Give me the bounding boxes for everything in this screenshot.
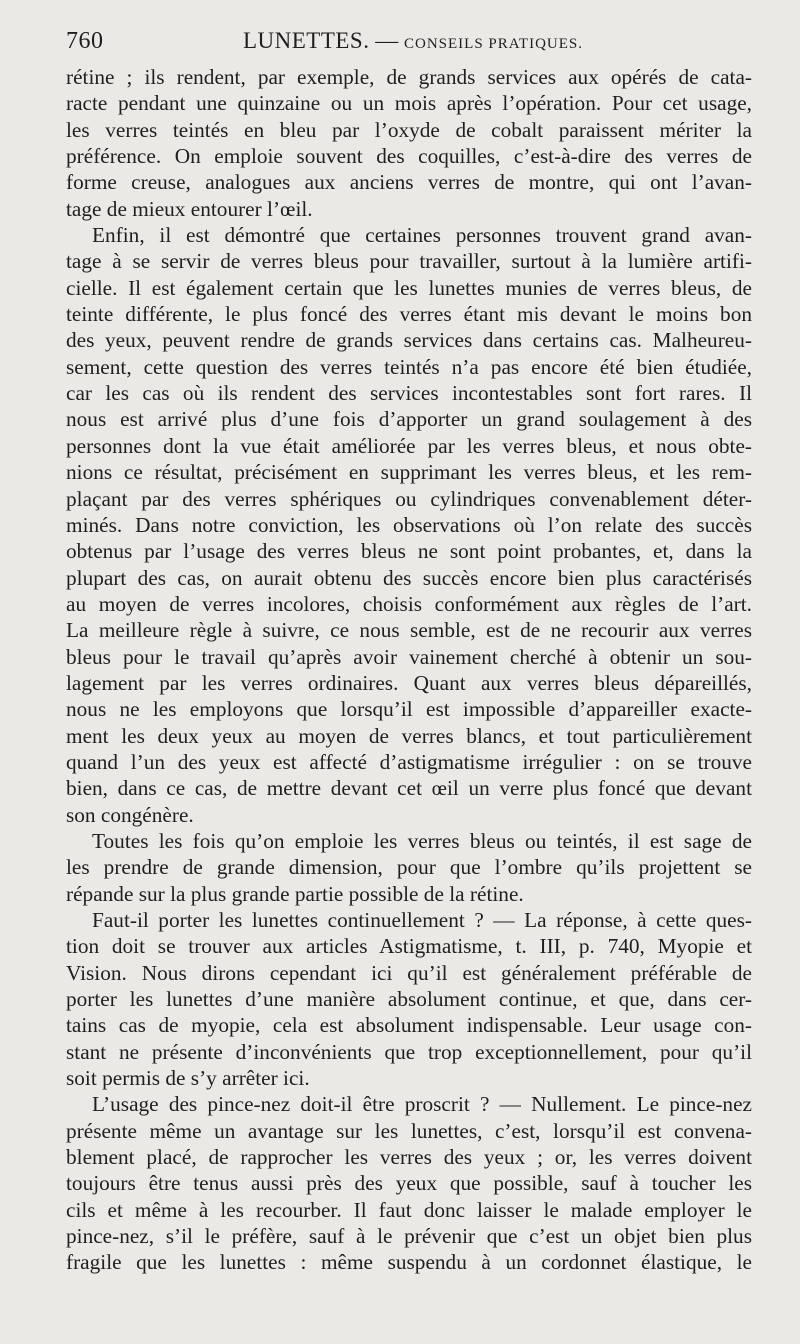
text-line: nions ce résultat, précisément en supprimant les verres bleus, et les rem- xyxy=(66,460,752,485)
text-line: des yeux, peuvent rendre de grands services dans certains cas. Malheureu- xyxy=(66,328,752,353)
text-line: sement, cette question des verres teintés n’a pas encore été bien étudiée, xyxy=(66,354,752,379)
page-number: 760 xyxy=(66,28,104,54)
text-line: tage de mieux entourer l’œil. xyxy=(66,196,313,221)
text-line: Vision. Nous dirons cependant ici qu’il est généralement préférable de xyxy=(66,960,752,985)
text-line: cielle. Il est également certain que les lunettes munies de verres bleus, de xyxy=(66,275,752,300)
text-line: les verres teintés en bleu par l’oxyde de cobalt paraissent mériter la xyxy=(66,117,752,142)
running-title xyxy=(66,28,760,54)
text-line: bleus pour le travail qu’après avoir vainement cherché à obtenir un sou- xyxy=(66,644,752,669)
text-line: soit permis de s’y arrêter ici. xyxy=(66,1066,310,1091)
text-line: fragile que les lunettes : même suspendu à un cordonnet élastique, le xyxy=(66,1250,752,1275)
text-line: répande sur la plus grande partie possible de la rétine. xyxy=(66,881,524,906)
text-line: plaçant par des verres sphériques ou cylindriques convenablement déter- xyxy=(66,486,752,511)
text-line: stant ne présente d’inconvénients que trop exceptionnellement, pour qu’il xyxy=(66,1039,752,1064)
text-line: personnes dont la vue était améliorée par les verres bleus, et nous obte- xyxy=(66,433,752,458)
text-line: rétine ; ils rendent, par exemple, de grands services aux opérés de cata- xyxy=(66,65,752,89)
running-title-subtitle: CONSEILS PRATIQUES. xyxy=(403,36,584,52)
text-line: pince-nez, s’il le préfère, sauf à le prévenir que c’est un objet bien plus xyxy=(66,1224,752,1249)
text-line: obtenus par l’usage des verres bleus ne sont point probantes, et, dans la xyxy=(66,539,752,564)
text-line: Enfin, il est démontré que certaines personnes trouvent grand avan- xyxy=(92,223,752,248)
text-line: lagement par les verres ordinaires. Quant aux verres bleus dépareillés, xyxy=(66,670,752,695)
running-title-dash: — xyxy=(375,28,399,53)
body-text xyxy=(66,64,752,1276)
text-line: L’usage des pince-nez doit-il être proscrit ? — Nullement. Le pince-nez xyxy=(92,1092,752,1117)
running-head xyxy=(66,28,760,58)
text-line: tion doit se trouver aux articles Astigmatisme, t. III, p. 740, Myopie et xyxy=(66,934,752,959)
text-line: au moyen de verres incolores, choisis conformément aux règles de l’art. xyxy=(66,591,752,616)
text-line: plupart des cas, on aurait obtenu des succès encore bien plus caractérisés xyxy=(66,565,752,590)
running-title-main: LUNETTES. xyxy=(242,28,370,53)
text-line: bien, dans ce cas, de mettre devant cet œil un verre plus foncé que devant xyxy=(66,776,752,801)
text-line: blement placé, de rapprocher les verres des yeux ; or, les verres doivent xyxy=(66,1145,752,1170)
text-line: La meilleure règle à suivre, ce nous semble, est de ne recourir aux verres xyxy=(66,618,752,643)
text-line: cils et même à les recourber. Il faut donc laisser le malade employer le xyxy=(66,1197,752,1222)
text-line: nous est arrivé plus d’une fois d’apporter un grand soulagement à des xyxy=(66,407,752,432)
text-line: préférence. On emploie souvent des coquilles, c’est-à-dire des verres de xyxy=(66,144,752,169)
text-line: car les cas où ils rendent des services incontestables sont fort rares. Il xyxy=(66,381,752,406)
text-line: ment les deux yeux au moyen de verres blancs, et tout particulièrement xyxy=(66,723,752,748)
text-line: porter les lunettes d’une manière absolument continue, et que, dans cer- xyxy=(66,987,752,1012)
text-line: forme creuse, analogues aux anciens verres de montre, qui ont l’avan- xyxy=(66,170,752,195)
text-line: quand l’un des yeux est affecté d’astigmatisme irrégulier : on se trouve xyxy=(66,749,752,774)
text-line: racte pendant une quinzaine ou un mois après l’opération. Pour cet usage, xyxy=(66,91,752,116)
text-line: tage à se servir de verres bleus pour travailler, surtout à la lumière artifi- xyxy=(66,249,752,274)
text-line: tains cas de myopie, cela est absolument indispensable. Leur usage con- xyxy=(66,1013,752,1038)
text-line: présente même un avantage sur les lunettes, c’est, lorsqu’il est convena- xyxy=(66,1118,752,1143)
text-line: teinte différente, le plus foncé des verres étant mis devant le moins bon xyxy=(66,302,752,327)
text-line: les prendre de grande dimension, pour que l’ombre qu’ils projettent se xyxy=(66,855,752,880)
text-line: son congénère. xyxy=(66,802,194,827)
text-line: Faut-il porter les lunettes continuellement ? — La réponse, à cette ques- xyxy=(92,908,752,932)
text-line: nous ne les employons que lorsqu’il est impossible d’appareiller exacte- xyxy=(66,697,752,722)
text-line: minés. Dans notre conviction, les observations où l’on relate des succès xyxy=(66,512,752,537)
text-line: toujours être tenus aussi près des yeux que possible, sauf à toucher les xyxy=(66,1171,752,1196)
text-line: Toutes les fois qu’on emploie les verres bleus ou teintés, il est sage de xyxy=(92,828,752,853)
